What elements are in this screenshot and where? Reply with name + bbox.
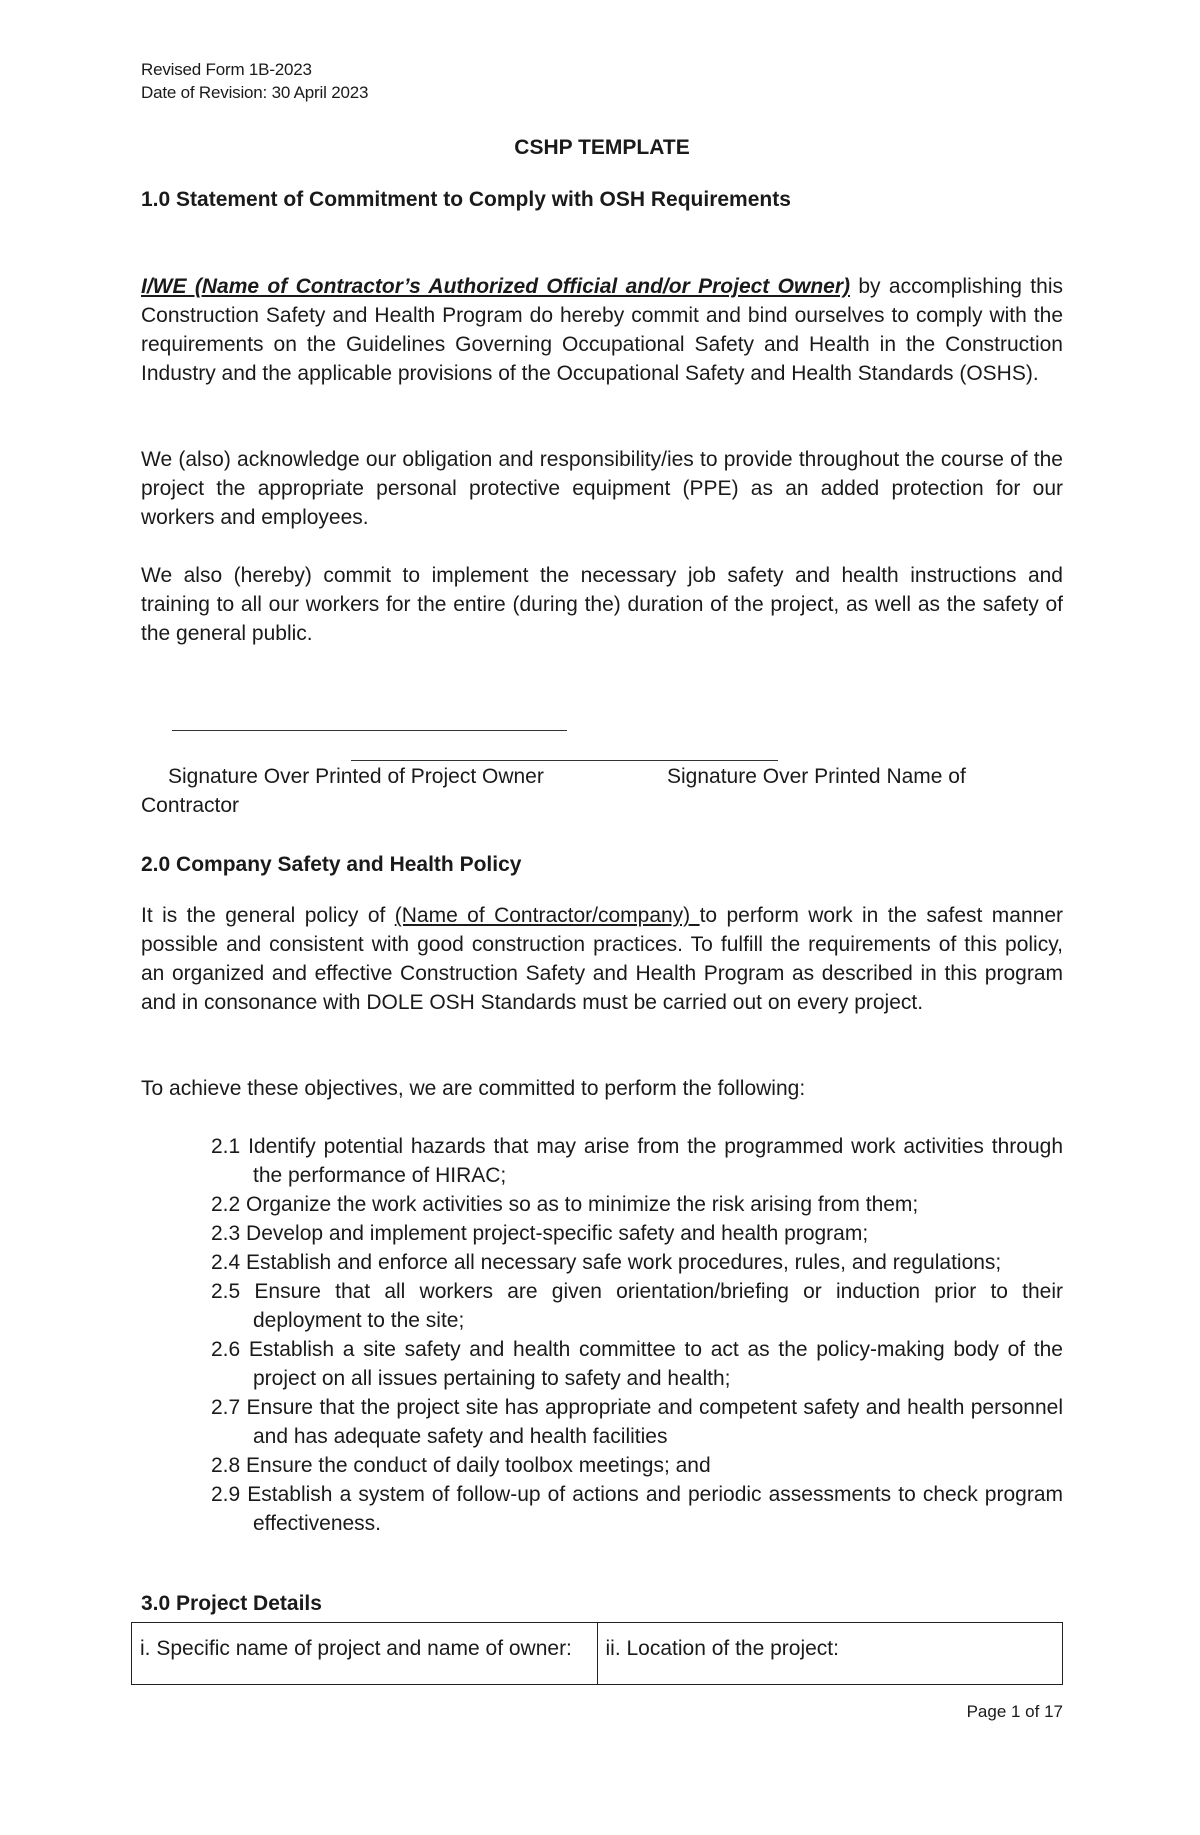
- list-item: 2.5 Ensure that all workers are given orientation/briefing or induction prior to their deployment to the site;: [211, 1280, 1063, 1332]
- section-1-lead-text: I/WE (Name of Contractor’s Authorized Official and/or Project Owner): [141, 275, 850, 298]
- revision-date: Date of Revision: 30 April 2023: [141, 83, 369, 102]
- revision-form: Revised Form 1B-2023: [141, 60, 312, 79]
- contractor-signature-label: Signature Over Printed Name of: [667, 765, 966, 788]
- policy-text-prefix: It is the general policy of: [141, 904, 395, 927]
- section-3-heading: 3.0 Project Details: [141, 1592, 322, 1615]
- list-item: 2.1 Identify potential hazards that may arise from the programmed work activities through the performance of HIRAC;: [211, 1135, 1063, 1187]
- revision-block: [141, 58, 368, 104]
- policy-text-suffix: to perform work in the safest manner possible and consistent with good construction practices. To fulfill the requirements of this policy, an organized and effective Construction Safety and Health Program as described in this program and in consonance with DOLE OSH Standards must be carried out on every project.: [141, 904, 1064, 1014]
- list-item: 2.8 Ensure the conduct of daily toolbox meetings; and: [211, 1454, 711, 1477]
- list-item: 2.7 Ensure that the project site has appropriate and competent safety and health personnel and has adequate safety and health facilities: [211, 1396, 1063, 1448]
- project-location-cell: ii. Location of the project:: [597, 1623, 1063, 1685]
- contractor-signature-line: [351, 760, 778, 761]
- owner-signature-label: Signature Over Printed of Project Owner: [168, 765, 544, 788]
- document-title: CSHP TEMPLATE: [514, 136, 690, 159]
- section-2-paragraph-2: To achieve these objectives, we are committed to perform the following:: [141, 1077, 806, 1100]
- commitment-list: [211, 1132, 1063, 1538]
- page-number: Page 1 of 17: [966, 1702, 1063, 1721]
- list-item: 2.9 Establish a system of follow-up of actions and periodic assessments to check program effectiveness.: [211, 1483, 1063, 1535]
- section-1-paragraph-3: We also (hereby) commit to implement the necessary job safety and health instructions and training to all our workers for the entire (during the) duration of the project, as well as the safety of the general public.: [141, 564, 1063, 645]
- list-item: 2.3 Develop and implement project-specific safety and health program;: [211, 1222, 869, 1245]
- section-1-paragraph-2: We (also) acknowledge our obligation and responsibility/ies to provide throughout the course of the project the appropriate personal protective equipment (PPE) as an added protection for our workers and employees.: [141, 448, 1063, 529]
- section-2-paragraph-1: [141, 901, 1063, 1017]
- section-1-heading: 1.0 Statement of Commitment to Comply with OSH Requirements: [141, 188, 791, 211]
- list-item: 2.2 Organize the work activities so as to minimize the risk arising from them;: [211, 1193, 919, 1216]
- project-name-cell: i. Specific name of project and name of owner:: [132, 1623, 598, 1685]
- contractor-name-blank: (Name of Contractor/company): [394, 904, 700, 927]
- list-item: 2.6 Establish a site safety and health committee to act as the policy-making body of the project on all issues pertaining to safety and health;: [211, 1338, 1063, 1390]
- section-1-p1-rest: by accomplishing this Construction Safety and Health Program do hereby commit and bind ourselves to comply with the requirements on the Guidelines Governing Occupational Safety and Health in the Construction Industry and the applicable provisions of the Occupational Safety and Health Standards (OSHS).: [141, 275, 1063, 385]
- list-item: 2.4 Establish and enforce all necessary safe work procedures, rules, and regulations;: [211, 1251, 1002, 1274]
- section-1-paragraph-1: [141, 272, 1063, 388]
- table-row: [132, 1623, 1063, 1685]
- contractor-signature-label-continued: Contractor: [141, 794, 240, 817]
- project-details-table: [131, 1622, 1063, 1685]
- owner-signature-line: [172, 730, 567, 731]
- section-2-heading: 2.0 Company Safety and Health Policy: [141, 853, 522, 876]
